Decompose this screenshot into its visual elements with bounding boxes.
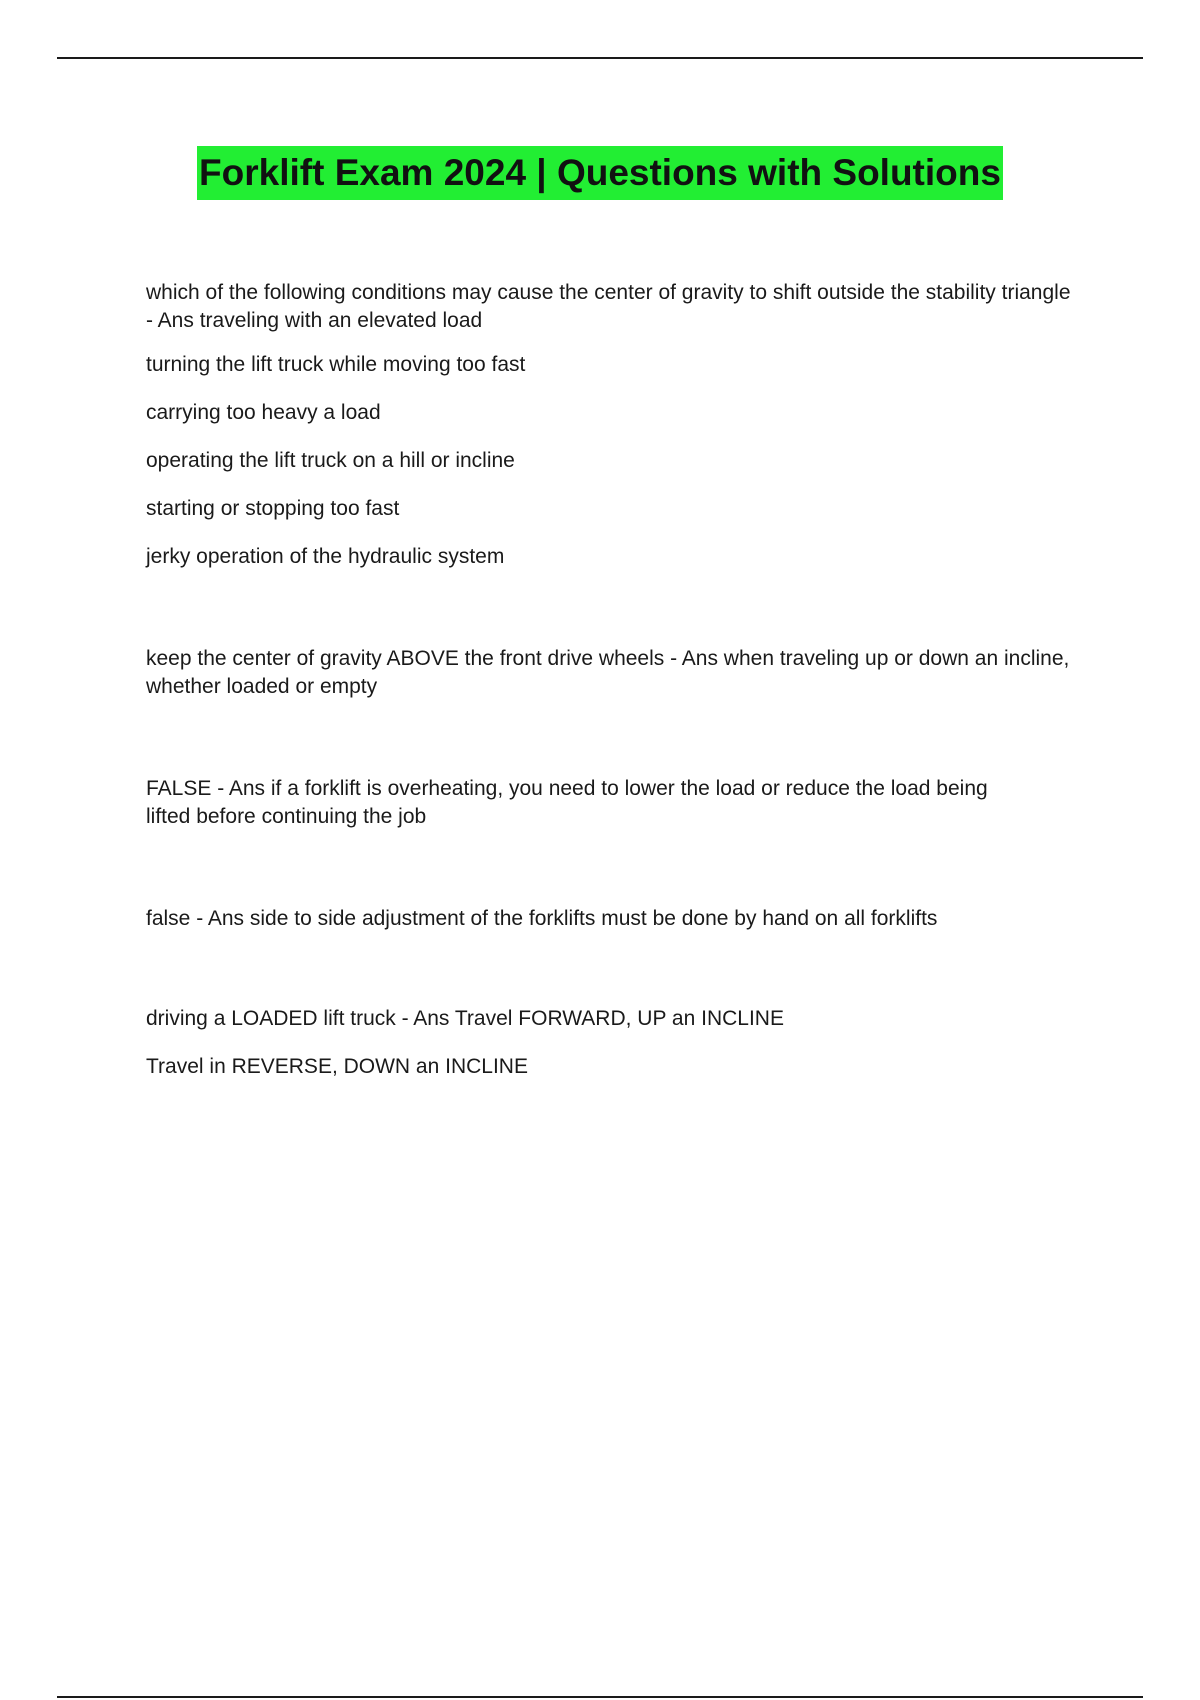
bottom-rule <box>57 1696 1143 1698</box>
qa-line: which of the following conditions may cause the center of gravity to shift outside the stability triangle - Ans traveling with an elevated load <box>146 281 1071 332</box>
qa-line: Travel in REVERSE, DOWN an INCLINE <box>146 1055 528 1078</box>
qa-line: carrying too heavy a load <box>146 401 381 424</box>
qa-line: driving a LOADED lift truck - Ans Travel FORWARD, UP an INCLINE <box>146 1007 784 1030</box>
qa-line: operating the lift truck on a hill or incline <box>146 449 515 472</box>
top-rule <box>57 57 1143 59</box>
qa-block <box>146 1005 1076 1081</box>
qa-line: FALSE - Ans if a forklift is overheating, you need to lower the load or reduce the load being lifted before continuing the job <box>146 777 988 828</box>
title-wrap <box>0 146 1200 200</box>
qa-line: jerky operation of the hydraulic system <box>146 545 505 568</box>
page-title: Forklift Exam 2024 | Questions with Solutions <box>197 146 1003 200</box>
qa-line: turning the lift truck while moving too fast <box>146 353 526 376</box>
qa-content <box>146 279 1076 1081</box>
qa-block <box>146 645 1076 701</box>
qa-block <box>146 279 1076 571</box>
qa-line: keep the center of gravity ABOVE the front drive wheels - Ans when traveling up or down an incline, whether loaded or empty <box>146 647 1070 698</box>
qa-block <box>146 775 1076 831</box>
qa-line: false - Ans side to side adjustment of the forklifts must be done by hand on all forklifts <box>146 907 938 930</box>
qa-line: starting or stopping too fast <box>146 497 400 520</box>
qa-block <box>146 905 1076 933</box>
